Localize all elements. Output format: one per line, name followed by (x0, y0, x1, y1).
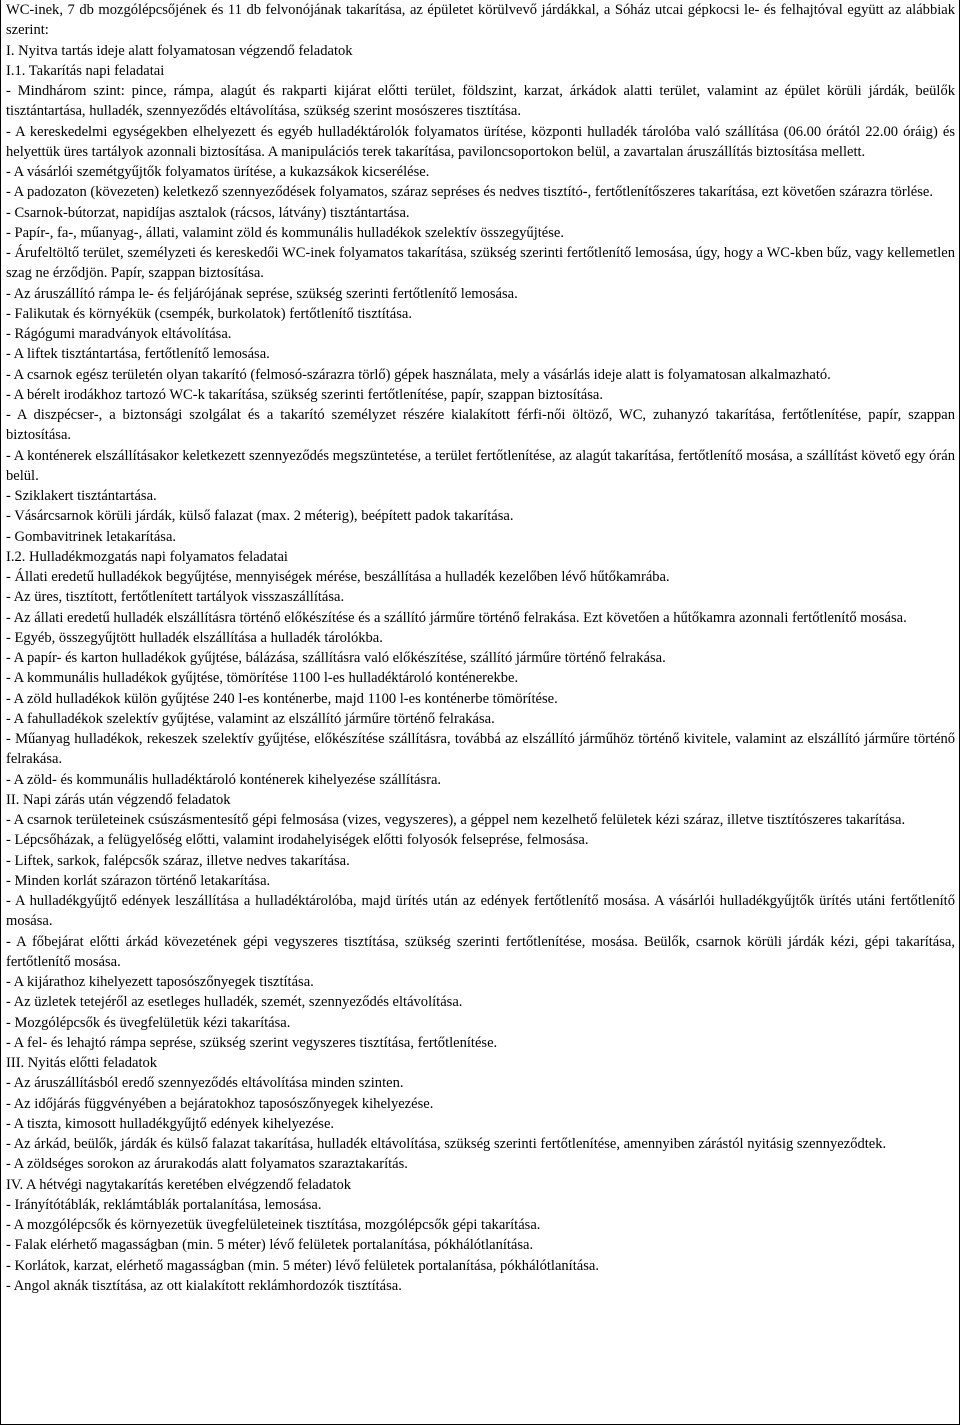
section-heading-II: II. Napi zárás után végzendő feladatok (6, 791, 231, 808)
task-item: - A zöld- és kommunális hulladéktároló konténerek kihelyezése szállításra. (6, 771, 442, 788)
task-item: - A csarnok egész területén olyan takarító (felmosó-szárazra törlő) gépek használata, mely a vásárlás ideje alatt is folyamatosan alkalmazható. (6, 366, 831, 383)
task-item: - A padozaton (kövezeten) keletkező szennyeződések folyamatos, száraz sepréses és nedves tisztító-, fertőtlenítőszeres takarítása, ezt követően szárazra törlése. (6, 184, 933, 201)
task-item: - Vásárcsarnok körüli járdák, külső falazat (max. 2 méterig), beépített padok takarítása. (6, 508, 514, 525)
task-item: - A főbejárat előtti árkád kövezetének gépi vegyszeres tisztítása, szükség szerinti fertőtlenítése, mosása. Beülők, csarnok körüli járdák kézi, gépi takarítása, fertőtlenítő mosása. (6, 933, 955, 970)
task-item: - A mozgólépcsők és környezetük üvegfelületeinek tisztítása, mozgólépcsők gépi takarítása. (6, 1217, 541, 1233)
task-item: - A kijárathoz kihelyezett taposószőnyegek tisztítása. (6, 974, 314, 990)
subsection-heading-I1: I.1. Takarítás napi feladatai (6, 62, 165, 79)
task-item: - A zöldséges sorokon az árurakodás alatt folyamatos szaraztakarítás. (6, 1156, 408, 1173)
task-item: - Állati eredetű hulladékok begyűjtése, mennyiségek mérése, beszállítása a hulladék kezelőben lévő hűtőkamrába. (6, 569, 670, 585)
task-item: - A kereskedelmi egységekben elhelyezett és egyéb hulladéktárolók folyamatos ürítése, központi hulladék tárolóba való szállítása (06.00 órától 22.00 óráig) és helyettük üres tartályok azonnali biztosítása. A manipulációs terek takarítása, paviloncsoportokon belül, a zavartalan áruszállítás biztosítása mellett. (6, 123, 955, 160)
task-item: - A konténerek elszállításakor keletkezett szennyeződés megszüntetése, a terület fertőtlenítése, az alagút takarítása, fertőtlenítő mosása, a szállítást követő egy órán belül. (6, 447, 955, 484)
task-item: - Korlátok, karzat, elérhető magasságban (min. 5 méter) lévő felületek portalanítása, pókhálótlanítása. (6, 1257, 599, 1274)
task-item: - Mozgólépcsők és üvegfelületük kézi takarítása. (6, 1014, 291, 1031)
task-item: - Az üres, tisztított, fertőtlenített tartályok visszaszállítása. (6, 589, 345, 606)
task-item: - Rágógumi maradványok eltávolítása. (6, 326, 232, 342)
task-item: - A bérelt irodákhoz tartozó WC-k takarítása, szükség szerinti fertőtlenítése, papír, szappan biztosítása. (6, 386, 603, 403)
task-item: - Egyéb, összegyűjtött hulladék elszállítása a hulladék tárolókba. (6, 629, 383, 646)
task-item: - A liftek tisztántartása, fertőtlenítő lemosása. (6, 346, 270, 363)
task-item: - Mindhárom szint: pince, rámpa, alagút és rakparti kijárat előtti terület, földszint, karzat, árkádok alatti terület, valamint az épület körüli járdák, beülők tisztántartása, hulladék, szennyeződés eltávolítása, szükség szerint mosószeres tisztítása. (6, 83, 955, 120)
task-item: - Az üzletek tetejéről az esetleges hulladék, szemét, szennyeződés eltávolítása. (6, 994, 463, 1011)
task-item: - A diszpécser-, a biztonsági szolgálat és a takarító személyzet részére kialakított férfi-női öltöző, WC, zuhanyzó takarítása, fertőtlenítése, papír, szappan biztosítása. (6, 407, 955, 444)
task-item: - A papír- és karton hulladékok gyűjtése, bálázása, szállításra való előkészítése, szállító járműre történő felrakása. (6, 650, 666, 666)
task-item: - Falak elérhető magasságban (min. 5 méter) lévő felületek portalanítása, pókhálótlanítása. (6, 1237, 534, 1254)
section-heading-III: III. Nyitás előtti feladatok (6, 1055, 158, 1071)
task-item: - A kommunális hulladékok gyűjtése, tömörítése 1100 l-es hulladéktároló konténerekbe. (6, 670, 519, 687)
subsection-heading-I2: I.2. Hulladékmozgatás napi folyamatos feladatai (6, 548, 288, 565)
task-item: - Lépcsőházak, a felügyelőség előtti, valamint irodahelyiségek előtti folyosók felseprése, felmosása. (6, 832, 589, 849)
task-item: - Minden korlát szárazon történő letakarítása. (6, 872, 271, 889)
intro-paragraph: WC-inek, 7 db mozgólépcsőjének és 11 db felvonójának takarítása, az épületet körülvevő járdákkal, a Sóház utcai gépkocsi le- és felhajtóval együtt az alábbiak szerint: (6, 2, 955, 39)
task-item: - Angol aknák tisztítása, az ott kialakított reklámhordozók tisztítása. (6, 1277, 402, 1294)
task-item: - A zöld hulladékok külön gyűjtése 240 l-es konténerbe, majd 1100 l-es konténerbe tömörítése. (6, 690, 558, 707)
task-item: - Az időjárás függvényében a bejáratokhoz taposószőnyegek kihelyezése. (6, 1095, 434, 1112)
task-item: - Az árkád, beülők, járdák és külső falazat takarítása, hulladék eltávolítása, szükség szerinti fertőtlenítése, amennyiben zárástól nyitásig szennyeződtek. (6, 1136, 887, 1152)
task-item: - A fel- és lehajtó rámpa seprése, szükség szerint vegyszeres tisztítása, fertőtlenítése. (6, 1034, 498, 1051)
section-heading-IV: IV. A hétvégi nagytakarítás keretében elvégzendő feladatok (6, 1176, 352, 1193)
task-item: - Gombavitrinek letakarítása. (6, 528, 177, 545)
task-item: - A tiszta, kimosott hulladékgyűjtő edények kihelyezése. (6, 1115, 335, 1132)
task-item: - Az áruszállításból eredő szennyeződés eltávolítása minden szinten. (6, 1075, 404, 1092)
task-item: - A hulladékgyűjtő edények leszállítása a hulladéktárolóba, majd ürítés után az edények fertőtlenítő mosása. A vásárlói hulladékgyűjtők ürítés utáni fertőtlenítő mosása. (6, 893, 955, 930)
task-item: - A csarnok területeinek csúszásmentesítő gépi felmosása (vizes, vegyszeres), a géppel nem kezelhető felületek kézi száraz, illetve tisztítószeres takarítása. (6, 812, 906, 828)
task-item: - Liftek, sarkok, falépcsők száraz, illetve nedves takarítása. (6, 852, 350, 869)
task-item: - A fahulladékok szelektív gyűjtése, valamint az elszállító járműre történő felrakása. (6, 710, 495, 727)
task-item: - Sziklakert tisztántartása. (6, 488, 157, 504)
task-item: - A vásárlói szemétgyűjtők folyamatos ürítése, a kukazsákok kicserélése. (6, 164, 430, 180)
task-item: - Csarnok-bútorzat, napidíjas asztalok (rácsos, látvány) tisztántartása. (6, 204, 410, 221)
task-item: - Papír-, fa-, műanyag-, állati, valamint zöld és kommunális hulladékok szelektív összegyűjtése. (6, 224, 564, 241)
task-item: - Az állati eredetű hulladék elszállításra történő előkészítése és a szállító járműre történő felrakása. Ezt követően a hűtőkamra azonnali fertőtlenítő mosása. (6, 609, 907, 626)
task-item: - Falikutak és környékük (csempék, burkolatok) fertőtlenítő tisztítása. (6, 305, 412, 322)
section-heading-I: I. Nyitva tartás ideje alatt folyamatosan végzendő feladatok (6, 42, 353, 59)
task-item: - Műanyag hulladékok, rekeszek szelektív gyűjtése, előkészítése szállításra, továbbá az elszállító járműhöz történő kivitele, valamint az elszállító járműre történő felrakása. (6, 731, 955, 768)
task-item: - Az áruszállító rámpa le- és feljárójának seprése, szükség szerinti fertőtlenítő lemosása. (6, 285, 518, 302)
task-item: - Irányítótáblák, reklámtáblák portalanítása, lemosása. (6, 1196, 322, 1213)
task-item: - Árufeltöltő terület, személyzeti és kereskedői WC-inek folyamatos takarítása, szükség szerinti fertőtlenítő lemosása, úgy, hogy a WC-kben bűz, vagy kellemetlen szag ne érződjön. Papír, szappan biztosítása. (6, 245, 955, 282)
